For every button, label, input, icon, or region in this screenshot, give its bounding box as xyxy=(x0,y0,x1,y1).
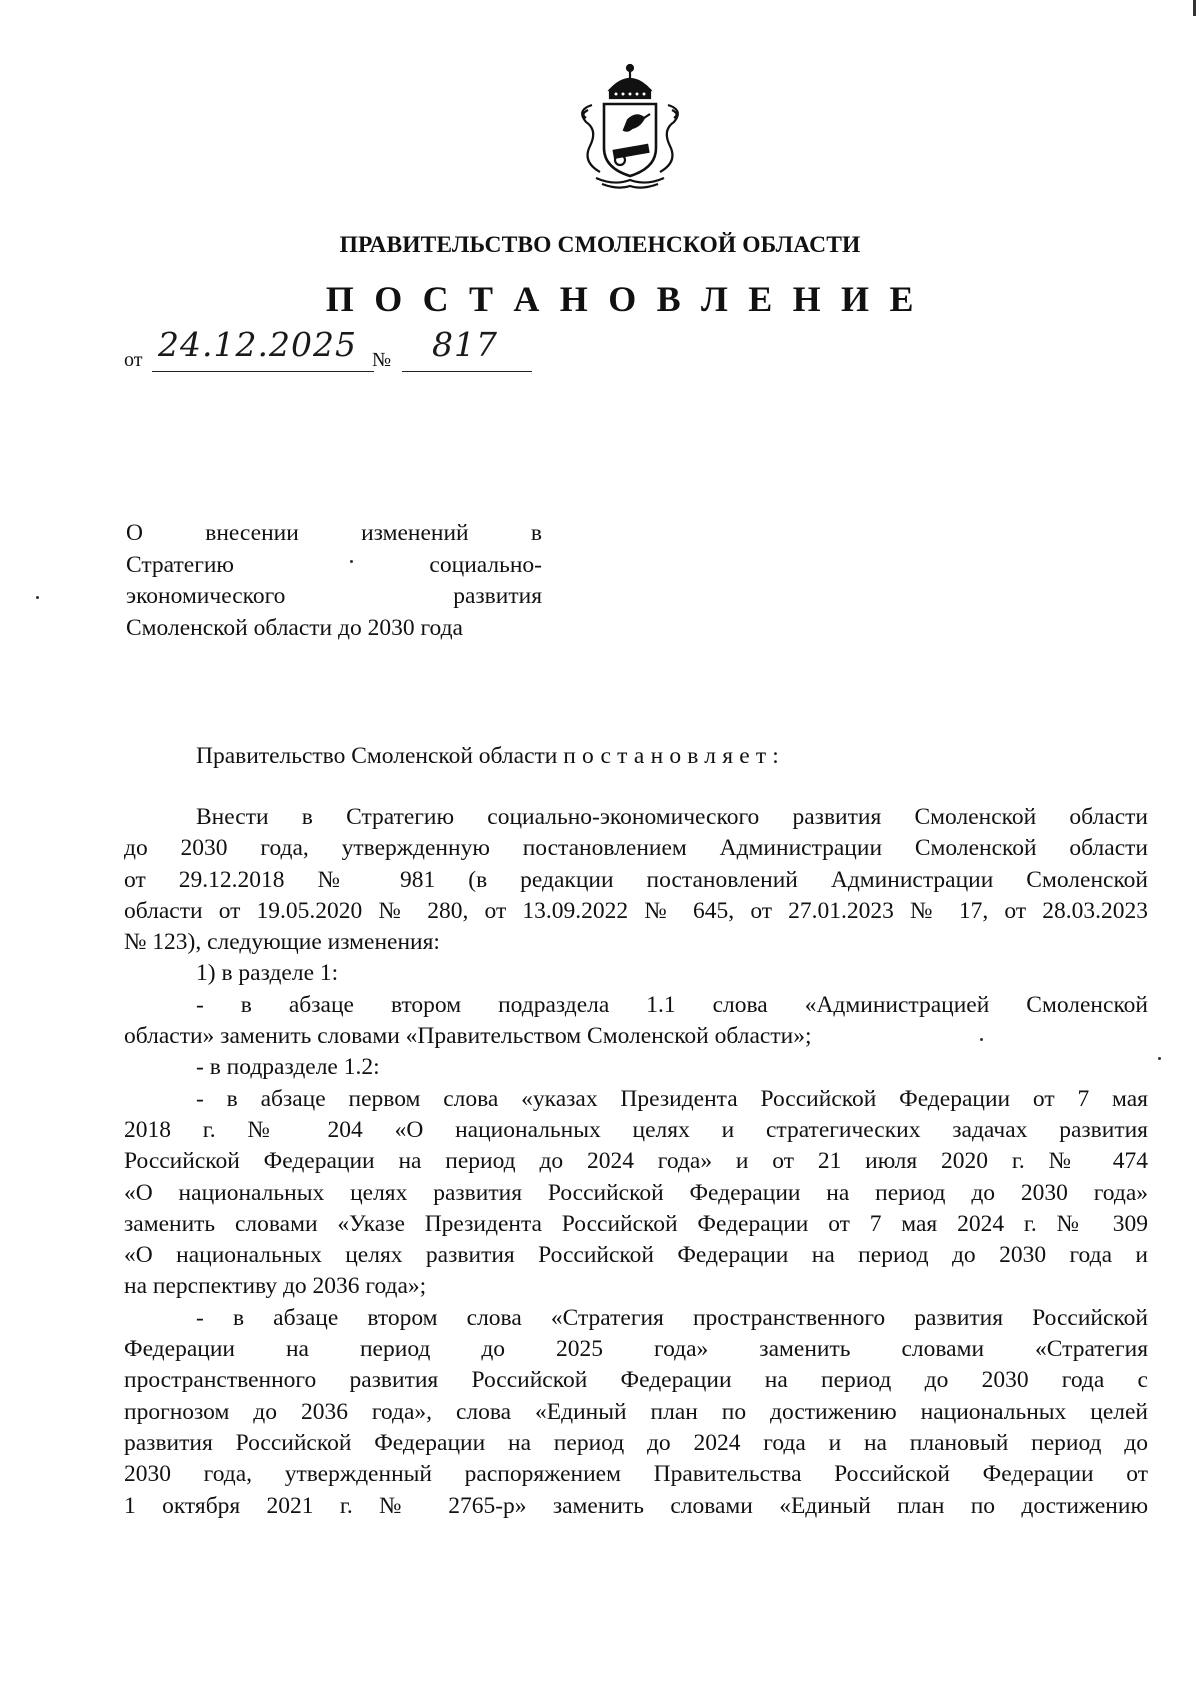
subject-line: О внесении изменений в xyxy=(126,520,542,546)
body-line: до 2030 года, утвержденную постановлением Администрации Смоленской области xyxy=(124,835,1148,862)
body-line: 1 октября 2021 г. № 2765-р» заменить словами «Единый план по достижению xyxy=(124,1492,1148,1519)
subject-line: Смоленской области до 2030 года xyxy=(126,614,463,641)
date-field xyxy=(152,325,374,372)
subject-line: Стратегию социально- xyxy=(126,551,542,578)
body-line: 1) в разделе 1: xyxy=(196,960,339,987)
body-line: 2018 г. № 204 «О национальных целях и стратегических задачах развития xyxy=(124,1116,1148,1143)
body-line: «О национальных целях развития Российской Федерации на период до 2030 года и xyxy=(124,1242,1148,1269)
body-line: прогнозом до 2036 года», слова «Единый план по достижению национальных целей xyxy=(124,1398,1148,1425)
scan-edge-mark xyxy=(1193,0,1196,16)
body-line: Российской Федерации на период до 2024 года» и от 21 июля 2020 г. № 474 xyxy=(124,1148,1148,1175)
body-line: от 29.12.2018 № 981 (в редакции постановлений Администрации Смоленской xyxy=(124,866,1148,893)
body-line: пространственного развития Российской Федерации на период до 2030 года с xyxy=(124,1367,1148,1394)
document-body xyxy=(124,802,1148,1522)
body-line: - в подразделе 1.2: xyxy=(196,1054,380,1081)
decree-verb: постановляет: xyxy=(563,743,786,769)
decree-lead: Правительство Смоленской области xyxy=(196,743,564,769)
scan-speck xyxy=(36,596,39,599)
body-line: развития Российской Федерации на период до 2024 года и на плановый период до xyxy=(124,1429,1148,1456)
body-line: - в абзаце первом слова «указах Президента Российской Федерации от 7 мая xyxy=(196,1085,1148,1112)
document-type-title: П О С Т А Н О В Л Е Н И Е xyxy=(325,279,920,319)
organization-title: ПРАВИТЕЛЬСТВО СМОЛЕНСКОЙ ОБЛАСТИ xyxy=(339,232,861,258)
body-line: - в абзаце втором подраздела 1.1 слова «Администрацией Смоленской xyxy=(196,991,1148,1018)
date-prefix: от xyxy=(124,349,143,371)
body-line: области» заменить словами «Правительством Смоленской области»; xyxy=(124,1023,812,1050)
scan-speck xyxy=(1158,1057,1161,1060)
body-line: на перспективу до 2036 года»; xyxy=(124,1273,427,1300)
body-line: области от 19.05.2020 № 280, от 13.09.2022 № 645, от 27.01.2023 № 17, от 28.03.2023 xyxy=(124,897,1148,924)
number-field xyxy=(402,325,532,372)
document-subject xyxy=(126,518,542,644)
number-prefix: № xyxy=(372,349,392,371)
body-line: заменить словами «Указе Президента Российской Федерации от 7 мая 2024 г. № 309 xyxy=(124,1210,1148,1237)
body-line: Федерации на период до 2025 года» заменить словами «Стратегия xyxy=(124,1336,1148,1363)
decree-statement xyxy=(196,743,785,770)
subject-line: экономического развития xyxy=(126,583,542,609)
handwritten-date: 24.12.2025 xyxy=(158,325,357,364)
body-line: «О национальных целях развития Российской Федерации на период до 2030 года» xyxy=(124,1179,1148,1206)
body-line: - в абзаце втором слова «Стратегия пространственного развития Российской xyxy=(196,1304,1148,1331)
handwritten-number: 817 xyxy=(432,325,498,364)
body-line: Внести в Стратегию социально-экономического развития Смоленской области xyxy=(196,804,1148,830)
body-line: 2030 года, утвержденный распоряжением Правительства Российской Федерации от xyxy=(124,1461,1148,1488)
body-line: № 123), следующие изменения: xyxy=(124,929,440,956)
coat-of-arms-icon xyxy=(570,60,690,190)
